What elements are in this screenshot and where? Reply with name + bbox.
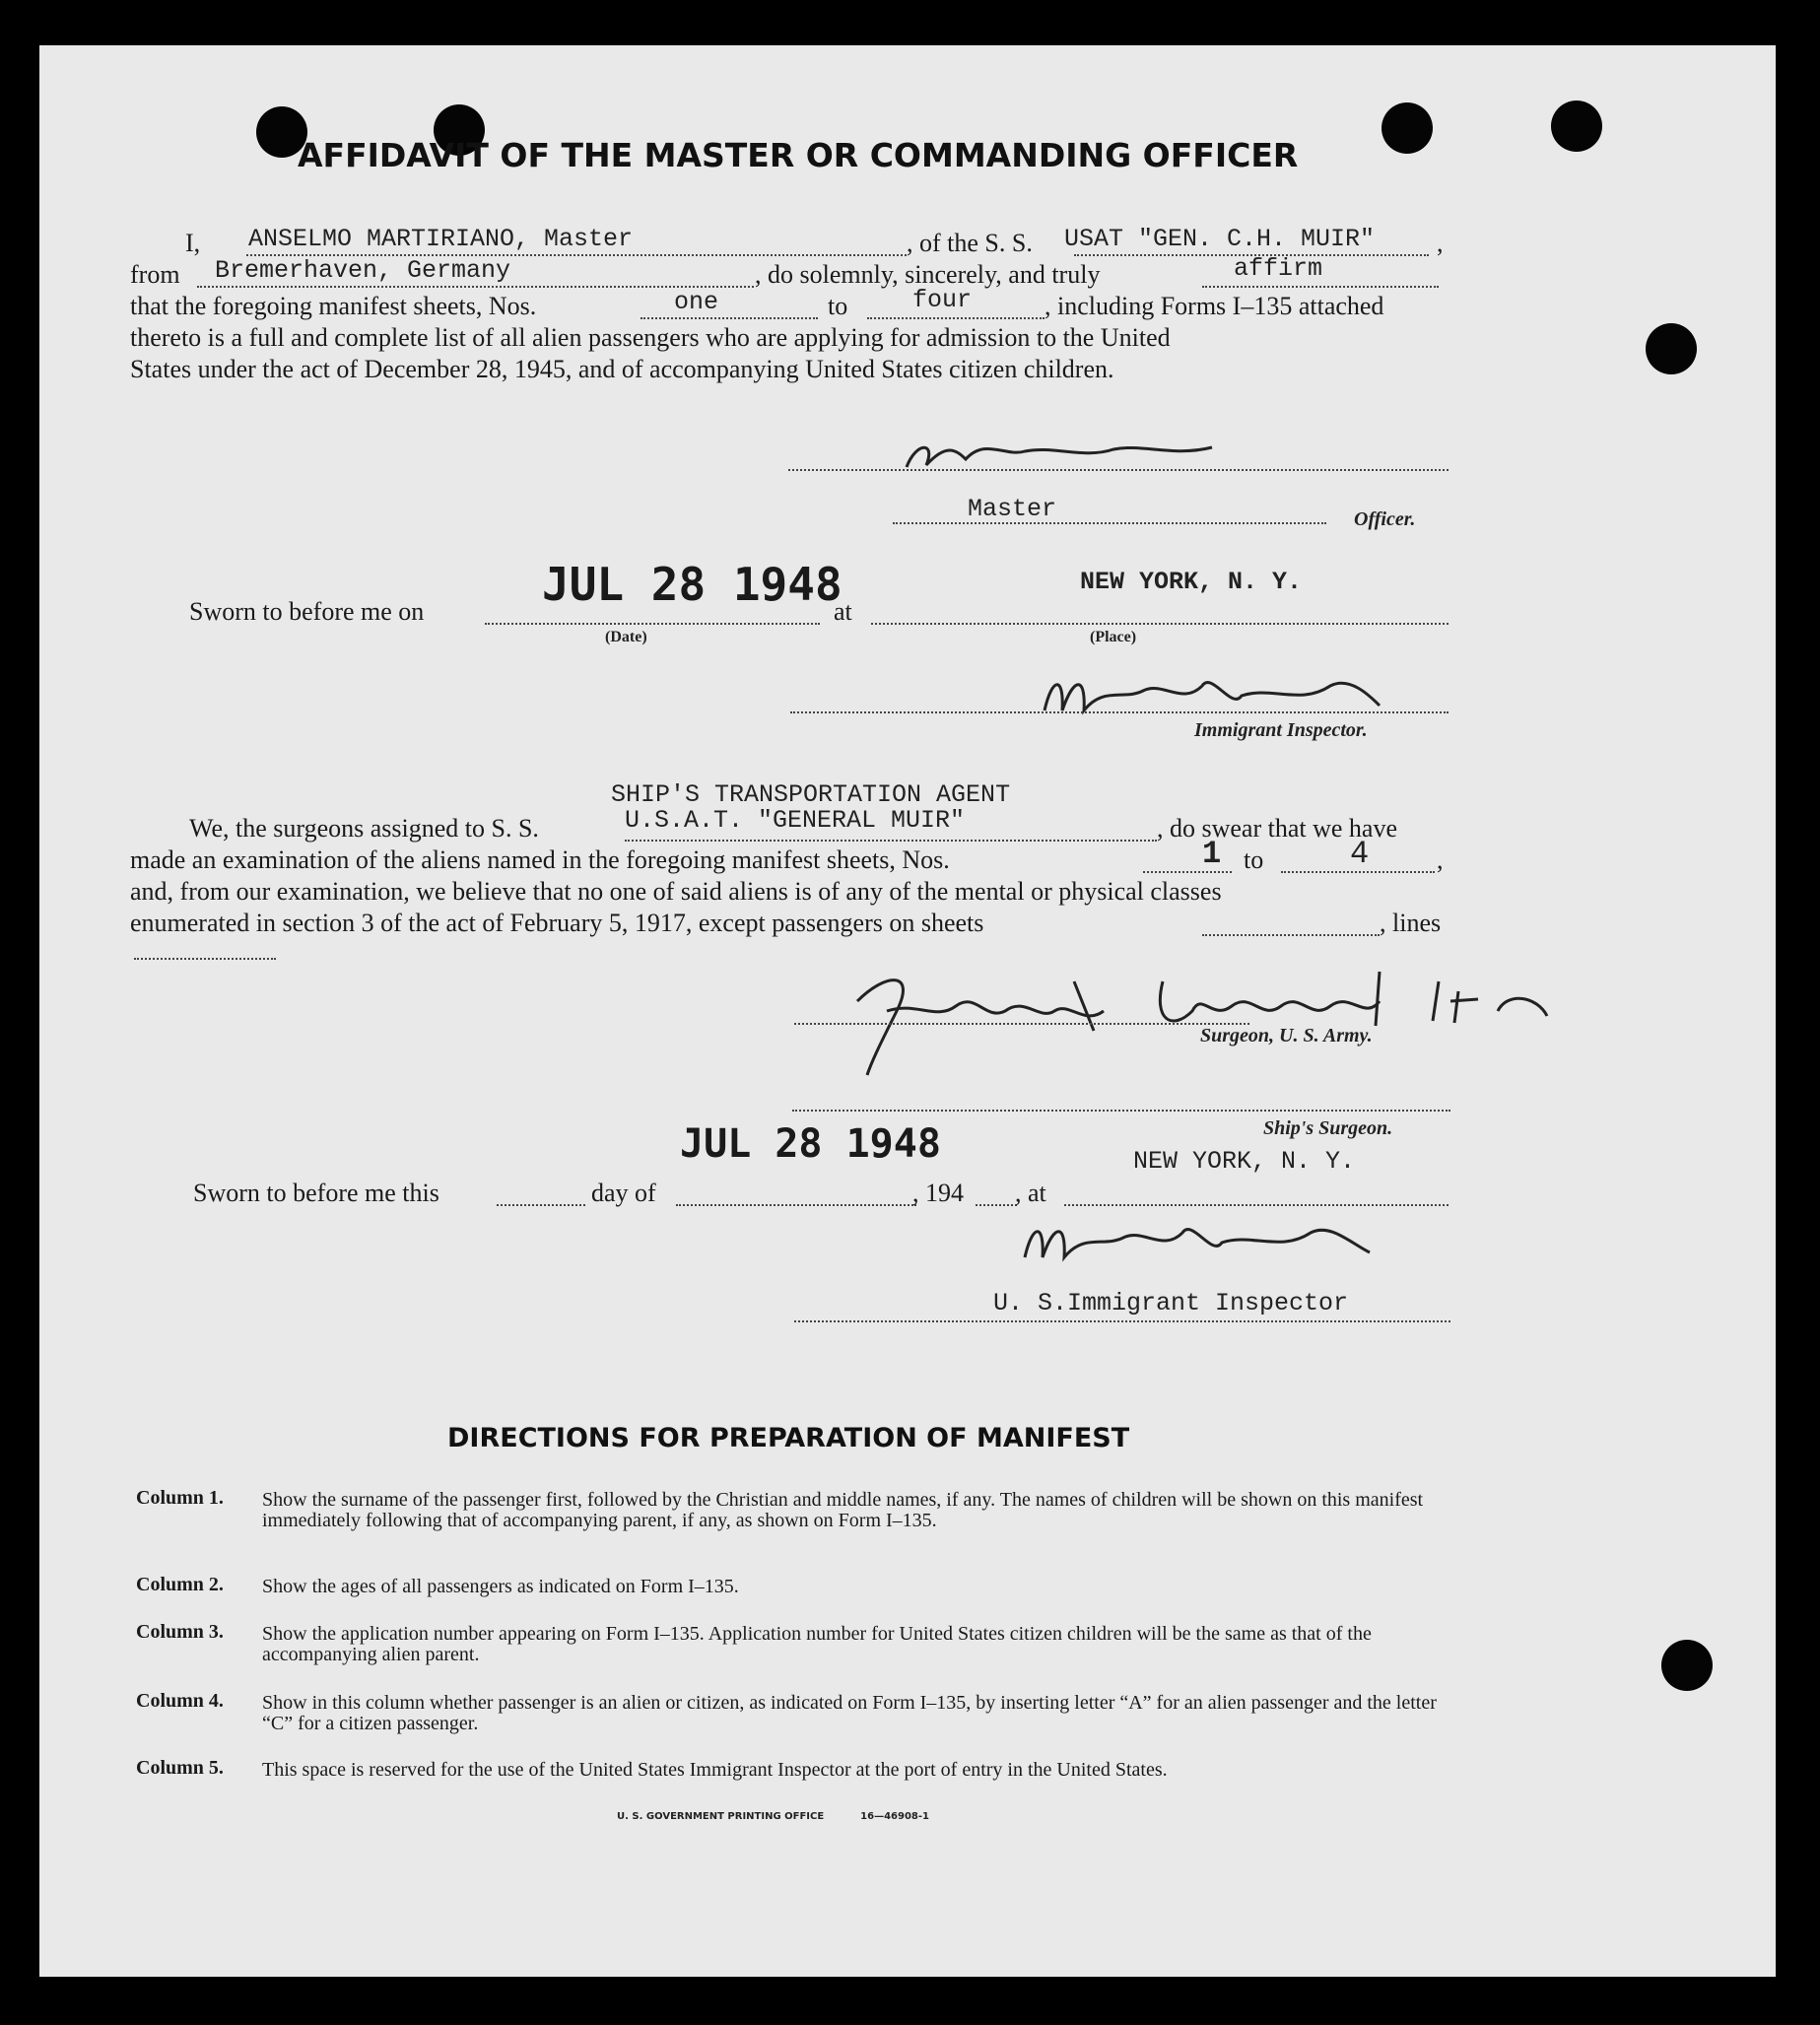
- form-number: 16—46908-1: [860, 1811, 929, 1822]
- ship-stamp: U.S.A.T. "GENERAL MUIR": [625, 806, 966, 835]
- affidavit-text: , do solemnly, sincerely, and truly: [755, 260, 1101, 289]
- surgeons-text: made an examination of the aliens named in the foregoing manifest sheets, Nos.: [130, 845, 950, 874]
- punch-hole: [1551, 101, 1602, 152]
- printer-footer: [617, 1811, 929, 1822]
- sworn-label: , at: [1015, 1179, 1046, 1207]
- ship-name: USAT "GEN. C.H. MUIR": [1064, 225, 1376, 253]
- affidavit-text: I,: [185, 229, 201, 257]
- date-stamp-2: JUL 28 1948: [680, 1121, 941, 1167]
- affirm-value: affirm: [1234, 254, 1323, 283]
- inspector-caption: Immigrant Inspector.: [1194, 719, 1368, 741]
- column-text: This space is reserved for the use of the United States Immigrant Inspector at the port of entry in the United States.: [262, 1759, 1168, 1781]
- inspector-caption-2: U. S.Immigrant Inspector: [993, 1289, 1349, 1317]
- agent-stamp: SHIP'S TRANSPORTATION AGENT: [611, 780, 1011, 809]
- column-text: Show the ages of all passengers as indicated on Form I–135.: [262, 1576, 739, 1597]
- affidavit-text: , including Forms I–135 attached: [1045, 292, 1384, 320]
- column-label: Column 2.: [136, 1574, 224, 1595]
- punch-hole: [1646, 323, 1697, 374]
- surgeons-text: , do swear that we have: [1157, 814, 1398, 843]
- surgeon-sheet-from: 1: [1202, 836, 1222, 872]
- document-page: [39, 45, 1776, 1977]
- surgeons-text: , lines: [1380, 909, 1442, 937]
- master-signature: [897, 430, 1232, 479]
- directions-title: DIRECTIONS FOR PREPARATION OF MANIFEST: [447, 1423, 1130, 1453]
- surgeons-text: ,: [1437, 845, 1444, 874]
- surgeons-text: We, the surgeons assigned to S. S.: [189, 814, 539, 843]
- date-stamp: JUL 28 1948: [542, 558, 843, 611]
- date-caption: (Date): [605, 629, 647, 645]
- affidavit-text: to: [828, 292, 848, 320]
- column-label: Column 5.: [136, 1757, 224, 1779]
- column-label: Column 1.: [136, 1487, 224, 1509]
- officer-caption: Officer.: [1354, 508, 1416, 530]
- place-stamp: NEW YORK, N. Y.: [1080, 568, 1303, 596]
- surgeons-text: enumerated in section 3 of the act of February 5, 1917, except passengers on sheets: [130, 909, 984, 937]
- place-stamp-2: NEW YORK, N. Y.: [1133, 1147, 1356, 1176]
- affidavit-text: ,: [1437, 229, 1444, 257]
- master-name: ANSELMO MARTIRIANO, Master: [248, 225, 634, 253]
- ship-surgeon-caption: Ship's Surgeon.: [1263, 1117, 1393, 1139]
- affidavit-text: thereto is a full and complete list of all alien passengers who are applying for admission to the United: [130, 323, 1171, 352]
- sworn-label: at: [834, 597, 852, 626]
- column-text: Show the application number appearing on Form I–135. Application number for United States citizen children will be the same as that of the accompanying alien parent.: [262, 1623, 1372, 1665]
- surgeon-caption: Surgeon, U. S. Army.: [1200, 1025, 1373, 1046]
- sheet-to: four: [912, 286, 973, 314]
- column-text: Show in this column whether passenger is an alien or citizen, as indicated on Form I–135, by inserting letter “A” for an alien passenger and the letter “C” for a citizen passenger.: [262, 1692, 1437, 1734]
- page-title: AFFIDAVIT OF THE MASTER OR COMMANDING OFFICER: [298, 136, 1299, 174]
- affidavit-text: States under the act of December 28, 1945, and of accompanying United States citizen children.: [130, 355, 1114, 383]
- inspector-signature: [1035, 666, 1389, 725]
- column-label: Column 4.: [136, 1690, 224, 1712]
- sworn-label: , 194: [912, 1179, 964, 1207]
- affidavit-text: , of the S. S.: [907, 229, 1033, 257]
- punch-hole: [1661, 1640, 1713, 1691]
- sheet-from: one: [674, 288, 719, 316]
- sworn-label: day of: [591, 1179, 656, 1207]
- affidavit-text: from: [130, 260, 180, 289]
- port-from: Bremerhaven, Germany: [215, 256, 511, 285]
- affidavit-text: that the foregoing manifest sheets, Nos.: [130, 292, 537, 320]
- place-caption: (Place): [1090, 629, 1137, 645]
- surgeons-text: to: [1244, 845, 1264, 874]
- surgeon-sheet-to: 4: [1350, 836, 1370, 872]
- column-text: Show the surname of the passenger first, followed by the Christian and middle names, if any. The names of children will be shown on this manifest immediately following that of accompanying parent, if any, as shown on Form I–135.: [262, 1489, 1424, 1531]
- inspector-signature-2: [1015, 1208, 1389, 1277]
- sworn-label: Sworn to before me on: [189, 597, 425, 626]
- punch-hole: [1382, 102, 1433, 154]
- surgeon-signature: [828, 952, 1596, 1080]
- column-label: Column 3.: [136, 1621, 224, 1643]
- surgeons-text: and, from our examination, we believe that no one of said aliens is of any of the mental or physical classes: [130, 877, 1222, 906]
- printer-name: U. S. GOVERNMENT PRINTING OFFICE: [617, 1811, 825, 1822]
- master-title: Master: [968, 495, 1057, 523]
- sworn-label: Sworn to before me this: [193, 1179, 439, 1207]
